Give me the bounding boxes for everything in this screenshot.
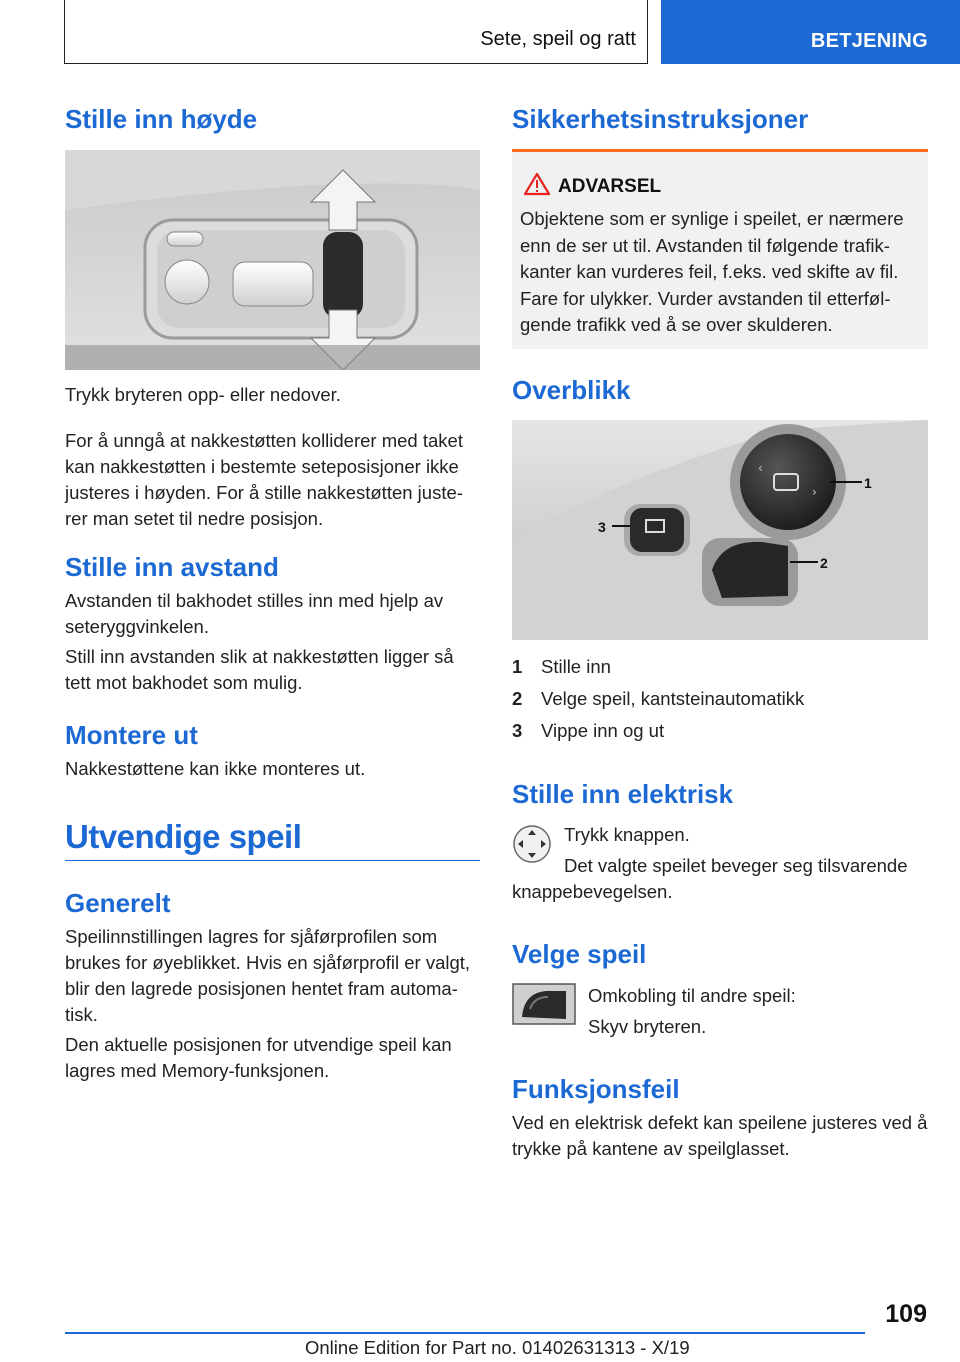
header-chapter-tab (661, 0, 960, 64)
heading-utvendige-speil: Utvendige speil (65, 818, 302, 855)
list-item-text: Stille inn (541, 656, 611, 677)
text-montere: Nakkestøttene kan ikke monteres ut. (65, 758, 366, 779)
list-item-text: Velge speil, kantsteinautomatikk (541, 688, 805, 709)
text-hoyde-2: For å unngå at nakkestøtten kolliderer med taket kan nakkestøtten i bestemte seteposisjoner ikke justeres i høyden. For å stille nakkestøtten juste‐ rer man setet til nedre posisjon. (65, 430, 463, 529)
heading-funksjonsfeil: Funksjonsfeil (512, 1074, 680, 1104)
text-velge-2: Skyv bryteren. (588, 1016, 707, 1037)
heading-stille-inn-hoyde: Stille inn høyde (65, 104, 258, 134)
warning-title: ADVARSEL (558, 176, 662, 197)
callout-3: 3 (598, 519, 606, 535)
text-elektrisk-2b: knappebevegelsen. (512, 881, 673, 902)
text-elektrisk-1: Trykk knappen. (564, 824, 690, 845)
header-section-title: Sete, speil og ratt (480, 28, 636, 50)
heading-overblikk: Overblikk (512, 375, 631, 405)
header-chapter-label: BETJENING (810, 30, 928, 52)
callout-1: 1 (864, 475, 872, 491)
list-item-number: 2 (512, 688, 523, 709)
warning-text: Objektene som er synlige i speilet, er nærmere enn de ser ut til. Avstanden til følgende trafik‐ kanter kan vurderes feil, f.eks. ved skifte av fil. Fare for ulykker. Vurder avstanden til etterføl‐ gende trafikk ved å se over skulderen. (520, 208, 904, 335)
list-item-number: 3 (512, 720, 523, 741)
svg-text:‹: ‹ (758, 461, 763, 475)
warning-triangle-icon (524, 172, 550, 201)
warning-box (512, 149, 928, 349)
mirror-select-switch-icon (512, 983, 576, 1025)
svg-text:›: › (812, 485, 817, 499)
heading-generelt: Generelt (65, 888, 171, 918)
heading-stille-inn-elektrisk: Stille inn elektrisk (512, 779, 734, 809)
seat-switch-image (65, 150, 480, 370)
callout-2: 2 (820, 555, 828, 571)
text-velge-1: Omkobling til andre speil: (588, 985, 796, 1006)
heading-velge-speil: Velge speil (512, 939, 647, 969)
text-avstand-1: Avstanden til bakhodet stilles inn med hjelp av seteryggvinkelen. (65, 590, 444, 637)
text-funksjonsfeil: Ved en elektrisk defekt kan speilene justeres ved å trykke på kantene av speilglasset. (512, 1112, 928, 1159)
text-hoyde-1: Trykk bryteren opp- eller nedover. (65, 384, 341, 405)
heading-sikkerhetsinstruksjoner: Sikkerhetsinstruksjoner (512, 104, 809, 134)
page-number: 109 (885, 1300, 927, 1328)
heading-stille-inn-avstand: Stille inn avstand (65, 552, 279, 582)
text-avstand-2: Still inn avstanden slik at nakkestøtten ligger så tett mot bakhodet som mulig. (65, 646, 454, 693)
text-generelt-2: Den aktuelle posisjonen for utvendige speil kan lagres med Memory-funksjonen. (65, 1034, 452, 1081)
mirror-adjust-button-icon (512, 824, 552, 864)
list-item-number: 1 (512, 656, 523, 677)
footer-divider (65, 1332, 865, 1334)
heading-montere-ut: Montere ut (65, 720, 198, 750)
text-elektrisk-2a: Det valgte speilet beveger seg tilsvarende (564, 855, 908, 876)
list-item-text: Vippe inn og ut (541, 720, 665, 741)
mirror-controls-image (512, 420, 928, 640)
text-generelt-1: Speilinnstillingen lagres for sjåførprofilen som brukes for øyeblikket. Hvis en sjåførprofil er valgt, blir den lagrede posisjonen hentet fram automa‐ tisk. (65, 926, 471, 1025)
section-divider (65, 860, 480, 861)
footer-edition-text: Online Edition for Part no. 01402631313 - X/19 (305, 1337, 690, 1358)
